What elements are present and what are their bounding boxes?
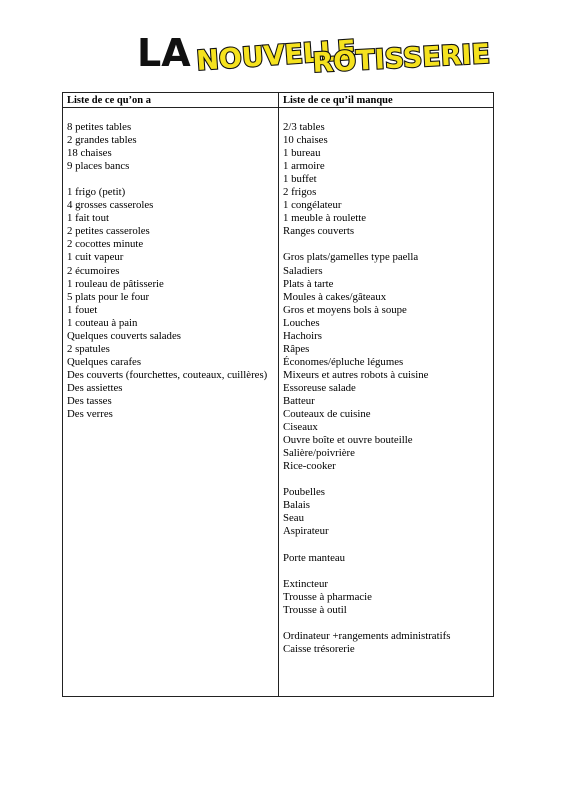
list-item: Ouvre boîte et ouvre bouteille (283, 434, 413, 447)
list-item: Ranges couverts (283, 225, 355, 238)
logo-letters-la: LA (137, 31, 191, 75)
list-item: Aspirateur (283, 525, 329, 538)
spacer (67, 173, 275, 186)
header-have: Liste de ce qu’on a (67, 95, 151, 106)
list-item: Moules à cakes/gâteaux (283, 290, 387, 303)
logo-image (135, 18, 491, 86)
list-item: 2 cocottes minute (67, 238, 144, 251)
list-item: 2 grandes tables (67, 134, 137, 147)
list-item: Saladiers (283, 264, 323, 277)
list-item: Des couverts (fourchettes, couteaux, cuillères) (67, 368, 268, 381)
list-item: Batteur (283, 394, 315, 407)
header-need: Liste de ce qu’il manque (283, 95, 393, 106)
list-item: Ordinateur +rangements administratifs (283, 629, 451, 642)
list-item: 1 fouet (67, 303, 98, 316)
list-item: 1 congélateur (283, 199, 342, 212)
list-item: Des tasses (67, 394, 112, 407)
list-item: 1 armoire (283, 160, 325, 173)
list-item: 1 couteau à pain (67, 316, 138, 329)
list-item: Mixeurs et autres robots à cuisine (283, 368, 429, 381)
list-item: 8 petites tables (67, 121, 132, 133)
list-item: 2 frigos (283, 186, 317, 199)
list-item: Balais (283, 499, 310, 512)
list-item: 1 buffet (283, 173, 317, 186)
list-item: 2 spatules (67, 342, 110, 355)
spacer (283, 539, 488, 552)
spacer (283, 473, 488, 486)
list-item: Économes/épluche légumes (283, 355, 404, 368)
spacer (283, 565, 488, 578)
list-item: Trousse à outil (283, 603, 347, 616)
list-item: Porte manteau (283, 551, 346, 564)
list-item: Seau (283, 512, 304, 525)
list-item: Essoreuse salade (283, 381, 356, 394)
list-item: Louches (283, 316, 320, 329)
column-divider (278, 93, 279, 696)
list-item: Rice-cooker (283, 460, 336, 473)
list-item: Salière/poivrière (283, 447, 355, 460)
list-item: Trousse à pharmacie (283, 590, 372, 603)
spacer (283, 617, 488, 630)
have-list (67, 121, 275, 421)
list-item: 18 chaises (67, 147, 112, 160)
list-item: Quelques couverts salades (67, 329, 181, 342)
list-item: 1 rouleau de pâtisserie (67, 277, 164, 290)
list-item: Poubelles (283, 486, 325, 499)
list-item: 2/3 tables (283, 121, 325, 133)
need-list (283, 121, 488, 656)
list-item: 1 frigo (petit) (67, 186, 126, 199)
list-item: 4 grosses casseroles (67, 199, 154, 212)
list-item: 5 plats pour le four (67, 290, 150, 303)
list-item: 9 places bancs (67, 160, 130, 173)
list-item: 1 bureau (283, 147, 321, 160)
spacer (283, 238, 488, 251)
list-item: Râpes (283, 342, 310, 355)
list-item: Ciseaux (283, 421, 318, 434)
list-item: 1 fait tout (67, 212, 109, 225)
list-item: 2 écumoires (67, 264, 120, 277)
list-item: 1 meuble à roulette (283, 212, 367, 225)
list-item: Quelques carafes (67, 355, 142, 368)
list-item: Des verres (67, 408, 113, 421)
list-item: 1 cuit vapeur (67, 251, 124, 264)
logo (135, 18, 491, 86)
list-item: Plats à tarte (283, 277, 334, 290)
list-item: Extincteur (283, 577, 328, 590)
list-item: 2 petites casseroles (67, 225, 150, 238)
header-divider (63, 107, 493, 108)
inventory-table (62, 92, 494, 697)
logo-letters-nouvelle: NOUVELLE (195, 34, 357, 77)
list-item: Gros plats/gamelles type paella (283, 251, 419, 264)
list-item: Caisse trésorerie (283, 642, 355, 655)
logo-letters-rotisserie: ROTISSERIE (311, 38, 491, 79)
list-item: Gros et moyens bols à soupe (283, 303, 407, 316)
list-item: Des assiettes (67, 381, 123, 394)
list-item: Couteaux de cuisine (283, 408, 371, 421)
list-item: Hachoirs (283, 329, 322, 342)
list-item: 10 chaises (283, 134, 328, 147)
